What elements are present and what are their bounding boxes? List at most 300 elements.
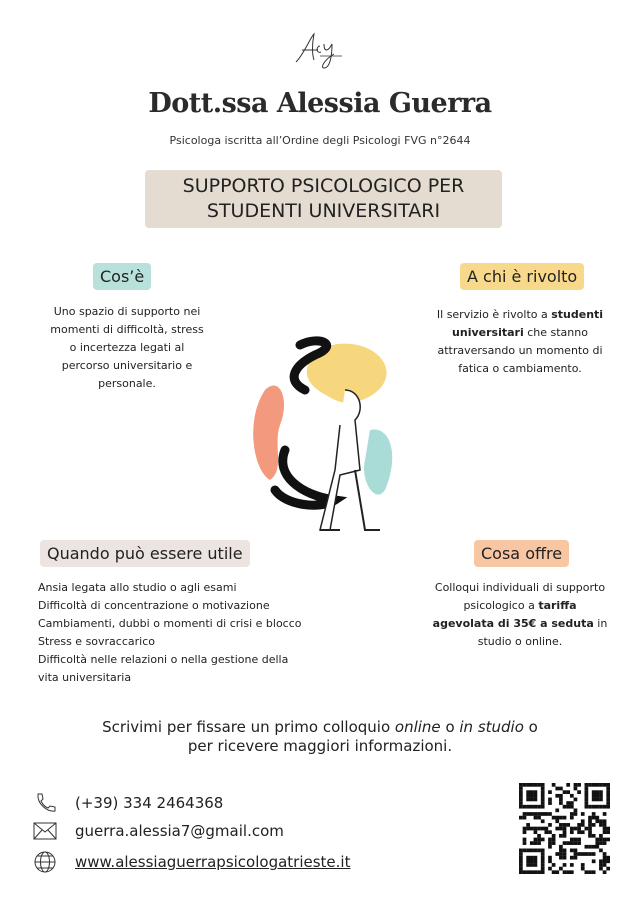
qr-module [534,816,538,820]
qr-module [559,816,563,820]
qr-module [548,790,552,794]
qr-module [566,870,570,874]
qr-module [526,790,530,794]
qr-module [559,794,563,798]
contact-website [33,851,350,873]
qr-module [588,805,592,809]
qr-module [603,841,607,845]
qr-module [534,856,538,860]
qr-module [541,783,545,787]
qr-module [574,856,578,860]
qr-module [603,852,607,856]
qr-module [585,870,589,874]
subtitle: Psicologa iscritta all’Ordine degli Psicologi FVG n°2644 [169,134,471,147]
qr-module [559,852,563,856]
qr-module [577,783,581,787]
qr-module [606,801,610,805]
qr-module [519,787,523,791]
qr-module [581,852,585,856]
qr-module [606,787,610,791]
phone-icon [33,792,57,814]
qr-module [519,783,523,787]
qr-module [555,819,559,823]
text: Colloqui individuali di supporto psicologico a [434,581,606,612]
qr-module [563,834,567,838]
section-text-cose: Uno spazio di supporto nei momenti di difficoltà, stress o incertezza legati al percorso universitario e personale. [50,305,204,390]
qr-module [552,783,556,787]
qr-module [599,794,603,798]
qr-module [570,805,574,809]
qr-module [606,830,610,834]
phone-number[interactable]: (+39) 334 2464368 [75,794,224,812]
qr-module [530,849,534,853]
text: o [440,718,460,736]
qr-module [526,849,530,853]
qr-module [541,838,545,842]
qr-module [574,827,578,831]
qr-module [592,798,596,802]
qr-module [606,798,610,802]
qr-module [559,867,563,871]
qr-module [606,867,610,871]
text: Il servizio è rivolto a [436,308,552,321]
qr-module [595,845,599,849]
qr-module [570,863,574,867]
qr-module [581,867,585,871]
qr-module [537,812,541,816]
qr-module [570,801,574,805]
qr-module [574,849,578,853]
qr-module [559,845,563,849]
qr-module [519,798,523,802]
qr-module [519,870,523,874]
qr-module [519,794,523,798]
qr-module [541,852,545,856]
qr-module [519,863,523,867]
qr-module [541,827,545,831]
website-link[interactable]: www.alessiaguerrapsicologatrieste.it [75,853,351,871]
qr-module [606,794,610,798]
qr-module [603,870,607,874]
qr-module [599,838,603,842]
qr-module [541,787,545,791]
qr-module [606,827,610,831]
qr-module [592,852,596,856]
qr-module [563,852,567,856]
list-item: Stress e sovraccarico [38,635,155,648]
qr-module [588,870,592,874]
qr-module [541,849,545,853]
qr-module [555,808,559,812]
qr-module [592,790,596,794]
qr-module [548,812,552,816]
qr-module [559,798,563,802]
qr-module [606,838,610,842]
qr-module [588,816,592,820]
qr-module [595,838,599,842]
qr-module [548,838,552,842]
globe-icon [33,851,57,873]
qr-module [563,830,567,834]
qr-module [523,812,527,816]
qr-module [555,816,559,820]
qr-module [574,841,578,845]
qr-module [530,794,534,798]
qr-module [577,838,581,842]
qr-module [563,790,567,794]
qr-module [588,834,592,838]
qr-module [588,845,592,849]
qr-module [526,863,530,867]
qr-module [570,812,574,816]
qr-module [603,856,607,860]
qr-module [548,823,552,827]
qr-module [559,801,563,805]
qr-module [523,783,527,787]
qr-module [544,812,548,816]
qr-module [555,827,559,831]
qr-module [592,870,596,874]
qr-module [570,856,574,860]
qr-module [592,783,596,787]
qr-module [566,823,570,827]
section-label-achi: A chi è rivolto [460,263,584,290]
text: Scrivimi per fissare un primo colloquio [102,718,395,736]
qr-module [588,823,592,827]
list-item: Difficoltà nelle relazioni o nella gestione della vita universitaria [38,653,289,684]
qr-module [537,870,541,874]
banner [145,170,502,228]
qr-module [566,801,570,805]
qr-module [537,816,541,820]
qr-module [534,849,538,853]
qr-module [585,845,589,849]
qr-module [563,856,567,860]
email-link[interactable]: guerra.alessia7@gmail.com [75,822,284,840]
qr-module [552,838,556,842]
qr-module [570,816,574,820]
qr-module [534,794,538,798]
qr-module [566,783,570,787]
qr-module [570,841,574,845]
qr-module [552,870,556,874]
qr-module [534,830,538,834]
qr-module [603,827,607,831]
qr-module [595,798,599,802]
qr-module [599,849,603,853]
qr-module [534,798,538,802]
qr-module [534,805,538,809]
qr-module [530,859,534,863]
qr-module [548,867,552,871]
qr-module [555,787,559,791]
banner-line-1: SUPPORTO PSICOLOGICO PER [182,175,465,197]
qr-module [574,783,578,787]
qr-module [581,819,585,823]
qr-module [603,819,607,823]
qr-module [570,794,574,798]
qr-module [559,849,563,853]
qr-module [552,863,556,867]
qr-module [585,852,589,856]
qr-module [541,812,545,816]
qr-module [595,805,599,809]
qr-module [534,841,538,845]
qr-module [603,830,607,834]
qr-module [588,819,592,823]
qr-module [541,801,545,805]
qr-module [559,834,563,838]
qr-module [592,834,596,838]
qr-module [563,816,567,820]
qr-module [519,867,523,871]
qr-module [530,841,534,845]
qr-module [526,812,530,816]
qr-module [592,794,596,798]
qr-module [534,790,538,794]
qr-module [577,830,581,834]
qr-module [534,827,538,831]
qr-module [548,845,552,849]
qr-module [526,859,530,863]
qr-module [537,805,541,809]
qr-module [585,798,589,802]
qr-module [544,827,548,831]
text: che stanno attraversando un momento di fatica o cambiamento. [437,326,603,375]
qr-module [566,790,570,794]
qr-module [599,805,603,809]
section-text-offre [432,579,608,651]
qr-module [599,819,603,823]
qr-module [544,830,548,834]
text: o [523,718,538,736]
qr-module [570,870,574,874]
qr-module [534,863,538,867]
section-label-quando: Quando può essere utile [40,540,250,567]
qr-code[interactable] [519,783,610,874]
qr-module [526,870,530,874]
qr-module [585,783,589,787]
qr-module [606,783,610,787]
qr-module [603,838,607,842]
qr-module [548,856,552,860]
qr-module [541,819,545,823]
qr-module [585,794,589,798]
qr-module [534,859,538,863]
qr-module [559,856,563,860]
qr-module [519,805,523,809]
qr-module [552,816,556,820]
qr-module [519,852,523,856]
section-label-cose: Cos’è [93,263,151,290]
qr-module [570,838,574,842]
qr-module [570,830,574,834]
qr-module [523,816,527,820]
qr-module [599,867,603,871]
qr-module [585,805,589,809]
banner-line-2: STUDENTI UNIVERSITARI [206,200,441,222]
qr-module [592,816,596,820]
illustration [245,330,405,545]
qr-module [530,790,534,794]
qr-module [519,801,523,805]
qr-module [574,787,578,791]
qr-module [592,859,596,863]
qr-module [526,823,530,827]
qr-module [541,863,545,867]
qr-module [563,841,567,845]
qr-module [606,790,610,794]
qr-module [577,827,581,831]
qr-module [588,830,592,834]
qr-module [537,841,541,845]
text: per ricevere maggiori informazioni. [187,737,453,755]
qr-module [599,859,603,863]
qr-module [555,870,559,874]
text: in studio o online. [477,617,608,648]
contact-email [33,820,284,842]
qr-module [563,849,567,853]
qr-module [526,794,530,798]
qr-module [588,852,592,856]
qr-module [519,849,523,853]
qr-module [592,823,596,827]
qr-module [603,859,607,863]
qr-module [588,827,592,831]
qr-module [577,852,581,856]
qr-module [585,801,589,805]
qr-module [537,827,541,831]
qr-module [530,863,534,867]
qr-module [548,798,552,802]
qr-module [581,830,585,834]
qr-module [595,783,599,787]
qr-module [606,859,610,863]
call-to-action [0,718,640,756]
qr-module [541,790,545,794]
qr-module [574,798,578,802]
section-label-offre: Cosa offre [474,540,569,567]
qr-module [523,849,527,853]
qr-module [574,852,578,856]
qr-module [519,859,523,863]
qr-module [552,841,556,845]
list-item: Cambiamenti, dubbi o momenti di crisi e blocco [38,617,302,630]
qr-module [548,830,552,834]
qr-module [606,856,610,860]
qr-module [563,870,567,874]
qr-module [563,863,567,867]
qr-module [523,830,527,834]
qr-module [559,827,563,831]
qr-module [530,805,534,809]
qr-module [530,827,534,831]
qr-module [526,856,530,860]
qr-module [599,783,603,787]
qr-module [577,790,581,794]
qr-module [566,805,570,809]
qr-module [537,783,541,787]
qr-module [548,841,552,845]
qr-module [541,794,545,798]
qr-module [519,816,523,820]
qr-module [526,827,530,831]
qr-module [595,794,599,798]
qr-module [552,834,556,838]
qr-module [603,812,607,816]
qr-module [541,856,545,860]
qr-module [537,849,541,853]
qr-module [570,849,574,853]
qr-module [534,838,538,842]
qr-module [530,783,534,787]
qr-module [534,870,538,874]
qr-module [581,823,585,827]
qr-module [519,790,523,794]
qr-module [592,845,596,849]
list-item: Difficoltà di concentrazione o motivazione [38,599,270,612]
qr-module [581,863,585,867]
text-bold: tariffa agevolata di 35€ a seduta [432,599,594,630]
qr-module [595,790,599,794]
qr-module [595,816,599,820]
qr-module [603,863,607,867]
qr-module [585,787,589,791]
qr-module [541,870,545,874]
qr-module [519,856,523,860]
text: in studio [459,718,524,736]
qr-module [534,783,538,787]
qr-module [603,783,607,787]
qr-module [523,838,527,842]
qr-module [585,790,589,794]
qr-module [603,805,607,809]
qr-module [577,823,581,827]
contact-phone [33,792,223,814]
qr-module [534,812,538,816]
qr-module [526,805,530,809]
qr-module [599,823,603,827]
qr-module [588,783,592,787]
qr-module [599,863,603,867]
qr-module [548,801,552,805]
qr-module [555,852,559,856]
qr-module [585,827,589,831]
qr-module [577,841,581,845]
qr-module [581,812,585,816]
qr-module [599,841,603,845]
qr-module [541,859,545,863]
qr-module [537,834,541,838]
qr-module [606,805,610,809]
qr-module [526,783,530,787]
qr-module [526,798,530,802]
qr-module [541,805,545,809]
qr-module [599,790,603,794]
qr-module [555,794,559,798]
qr-module [595,841,599,845]
qr-module [523,827,527,831]
text: online [394,718,441,736]
qr-module [559,787,563,791]
qr-module [530,856,534,860]
page-title: Dott.ssa Alessia Guerra [148,88,492,119]
mail-icon [33,820,57,842]
list-item: Ansia legata allo studio o agli esami [38,581,237,594]
qr-module [592,805,596,809]
qr-module [592,812,596,816]
qr-module [599,834,603,838]
